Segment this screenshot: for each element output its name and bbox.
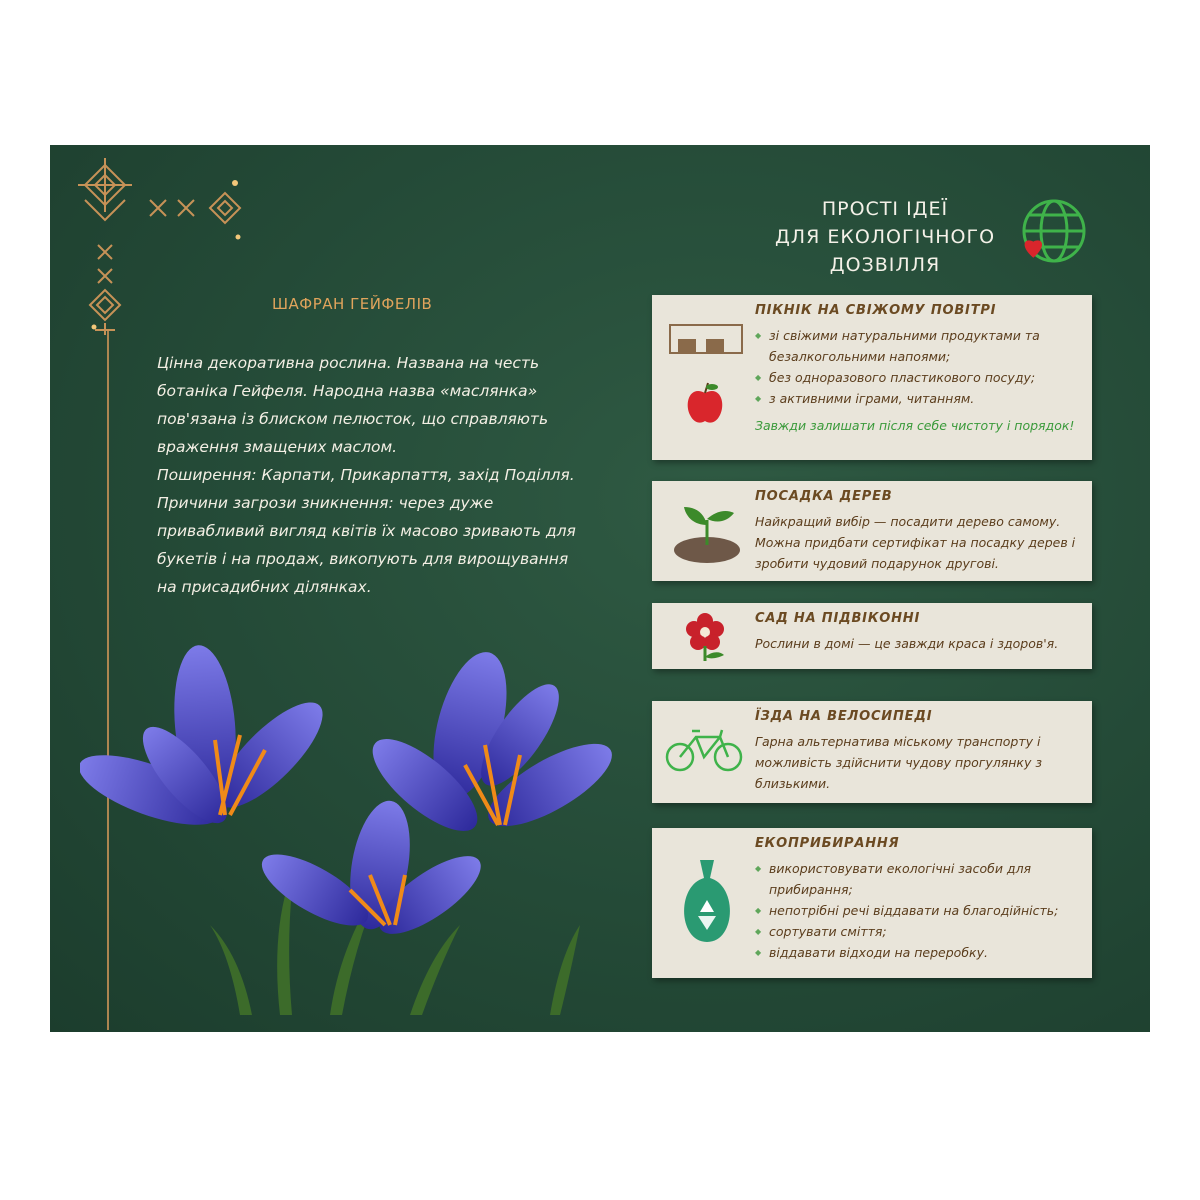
list-item: ◆ використовувати екологічні засоби для прибирання; xyxy=(755,858,1085,900)
book-spread xyxy=(50,145,1150,1032)
seedling-icon xyxy=(672,495,742,565)
globe-heart-icon xyxy=(1012,193,1092,273)
description-paragraph: Цінна декоративна рослина. Названа на честь ботаніка Гейфеля. Народна назва «маслянка» пов'язана із блиском пелюсток, що справляють враження змащених маслом. xyxy=(157,354,549,456)
card-heading: ПОСАДКА ДЕРЕВ xyxy=(755,489,893,504)
card-heading: САД НА ПІДВІКОННІ xyxy=(755,611,921,626)
card-text: Рослини в домі — це завжди краса і здоров'я. xyxy=(755,636,1059,651)
ideas-title xyxy=(740,195,1030,279)
list-item: ◆ з активними іграми, читанням. xyxy=(755,388,1085,409)
card-body xyxy=(755,858,1085,963)
idea-card-garden xyxy=(652,603,1092,669)
description-paragraph: Поширення: Карпати, Прикарпаття, захід Поділля. Причини загрози зникнення: через дуже привабливий вигляд квітів їх масово зривають для букетів і на продаж, викопують для вирощування на присадибних ділянках. xyxy=(157,466,576,596)
list-item: ◆ непотрібні речі віддавати на благодійність; xyxy=(755,900,1085,921)
recycle-bag-icon xyxy=(676,856,738,946)
idea-card-bicycle xyxy=(652,701,1092,803)
idea-card-picnic xyxy=(652,295,1092,460)
list-item: ◆ без одноразового пластикового посуду; xyxy=(755,367,1085,388)
list-item: ◆ зі свіжими натуральними продуктами та безалкогольними напоями; xyxy=(755,325,1085,367)
card-heading: ЇЗДА НА ВЕЛОСИПЕДІ xyxy=(755,709,933,724)
list-item: ◆ сортувати сміття; xyxy=(755,921,1085,942)
title-line: ДЛЯ ЕКОЛОГІЧНОГО xyxy=(774,226,996,248)
bicycle-icon xyxy=(664,725,744,775)
idea-card-cleaning xyxy=(652,828,1092,978)
species-description xyxy=(157,349,577,601)
species-title: ШАФРАН ГЕЙФЕЛІВ xyxy=(272,295,433,313)
idea-card-trees xyxy=(652,481,1092,581)
card-text: Найкращий вибір — посадити дерево самому. Можна придбати сертифікат на посадку дерев і зробити чудовий подарунок другові. xyxy=(755,514,1076,571)
crocus-illustration xyxy=(80,625,620,1025)
card-heading: ПІКНІК НА СВІЖОМУ ПОВІТРІ xyxy=(755,303,997,318)
list-item: ◆ віддавати відходи на переробку. xyxy=(755,942,1085,963)
apple-icon xyxy=(684,381,726,427)
title-line: ПРОСТІ ІДЕЇ xyxy=(821,198,949,220)
card-body xyxy=(755,325,1085,436)
card-note: Завжди залишати після себе чистоту і порядок! xyxy=(755,418,1075,433)
card-text: Гарна альтернатива міському транспорту і можливість здійснити чудову прогулянку з близькими. xyxy=(755,734,1042,791)
folk-ornament-icon xyxy=(50,145,270,355)
picnic-basket-icon xyxy=(666,319,746,359)
card-heading: ЕКОПРИБИРАННЯ xyxy=(755,836,900,851)
flower-icon xyxy=(680,611,730,663)
title-line: ДОЗВІЛЛЯ xyxy=(829,254,941,276)
